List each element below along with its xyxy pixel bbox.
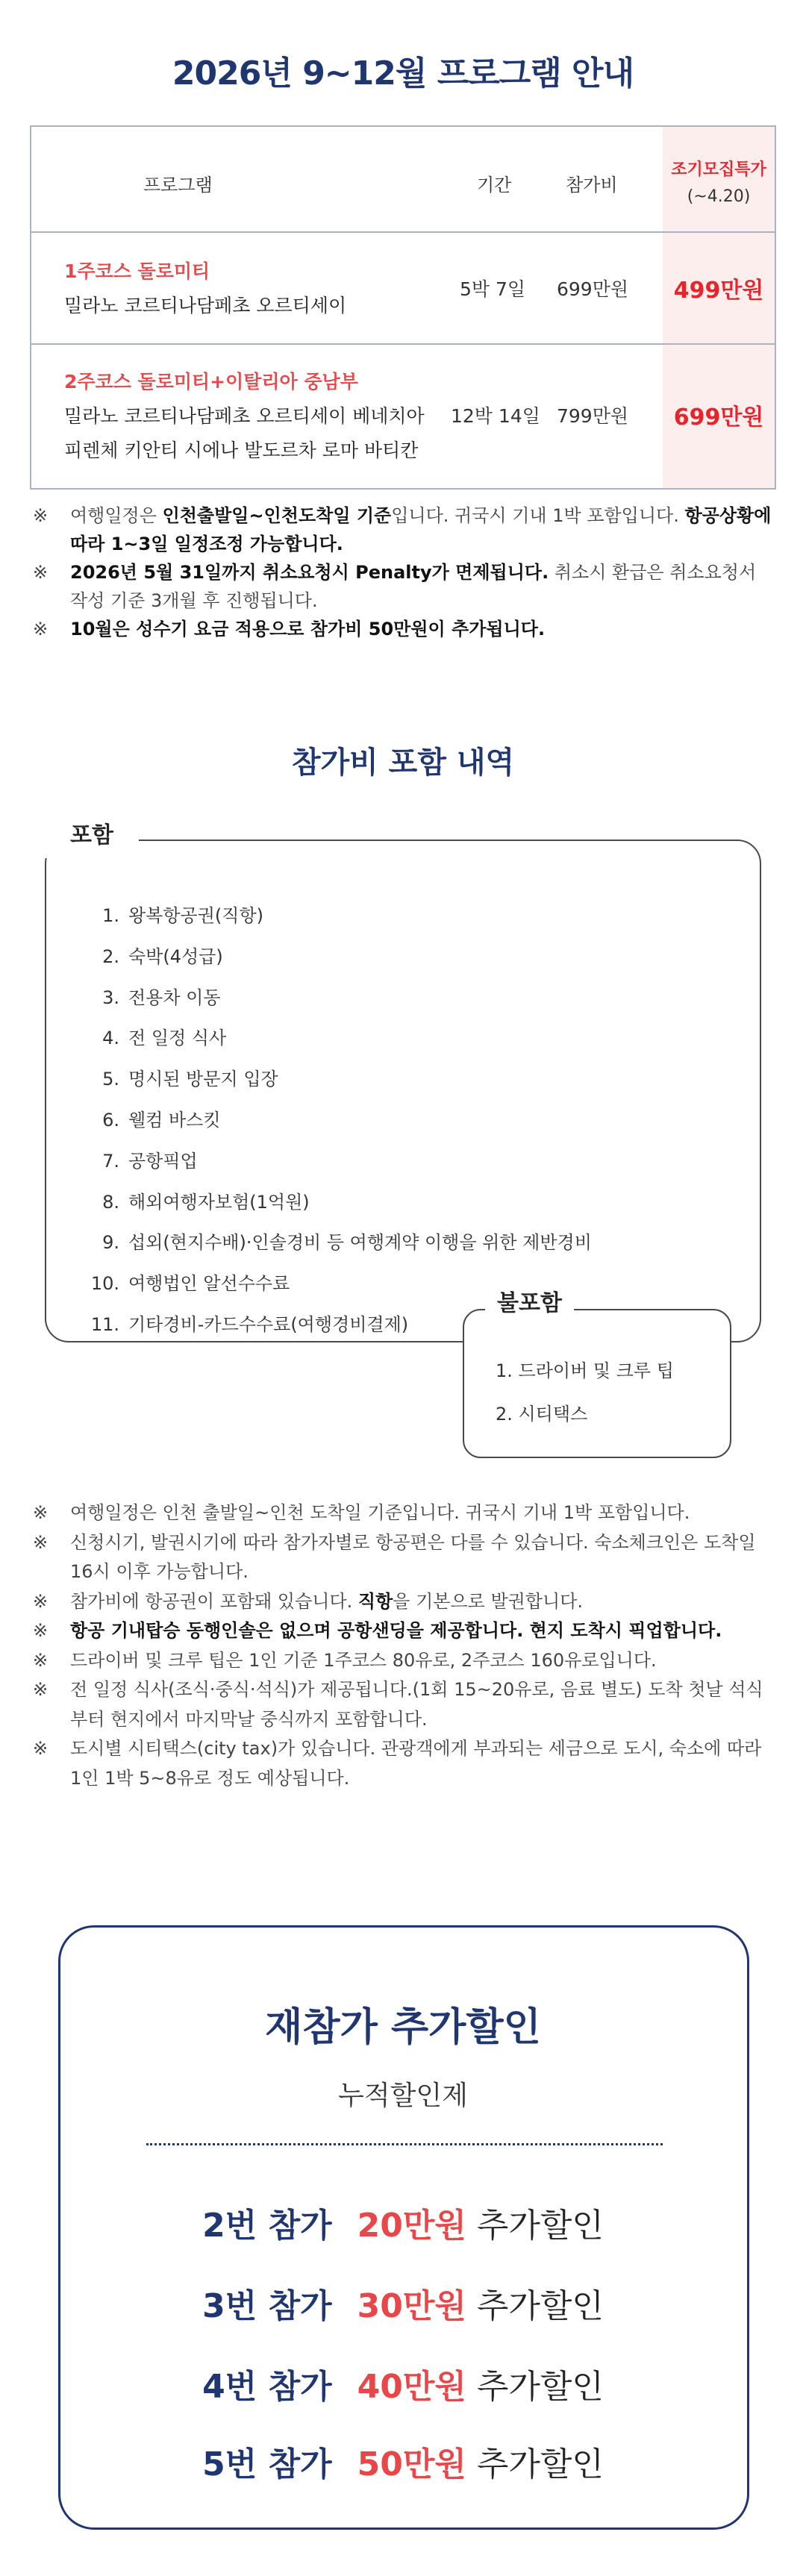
list-item: 8. 해외여행자보험(1억원) [102, 1191, 310, 1213]
discount-row [0, 2279, 806, 2327]
note-item [33, 501, 772, 558]
dotted-divider [146, 2143, 663, 2145]
notes-bottom [33, 1498, 772, 1793]
excluded-title: 불포함 [485, 1285, 574, 1322]
note-emphasis: 항공상황에 따라 1~3일 일정조정 가능합니다. [70, 505, 772, 554]
section-title: 참가비 포함 내역 [291, 745, 515, 780]
discount-subtitle: 누적할인제 [338, 2081, 468, 2111]
list-item: 4. 전 일정 식사 [102, 1028, 227, 1049]
course-route: 밀라노 코르티나담페초 오르티세이 [64, 295, 347, 316]
table-header [31, 127, 775, 233]
course-price: 799만원 [557, 405, 629, 427]
note-text: 참가비에 항공권이 포함돼 있습니다. [70, 1590, 358, 1612]
list-item-text: 시티택스 [518, 1404, 588, 1425]
course-route: 밀라노 코르티나담페초 오르티세이 베네치아 [64, 405, 425, 427]
discount-row [0, 2437, 806, 2485]
discount-suffix: 추가할인 [476, 2445, 604, 2483]
table-row [31, 231, 775, 345]
note-text: 여행일정은 [70, 505, 163, 526]
header-duration: 기간 [477, 175, 512, 196]
program-table [30, 125, 776, 490]
note-item [33, 558, 772, 615]
note-item [33, 1616, 772, 1646]
list-item: 1. 드라이버 및 크루 팁 [496, 1360, 674, 1381]
reference-mark: ※ [33, 1679, 49, 1700]
header-early-label: 조기모집특가 [671, 160, 766, 179]
header-program: 프로그램 [143, 175, 213, 196]
note-item [33, 1528, 772, 1587]
header-early-deadline: (~4.20) [687, 187, 751, 206]
reference-mark: ※ [33, 562, 49, 583]
list-item: 1. 왕복항공권(직항) [102, 905, 264, 926]
note-emphasis: 직항 [357, 1590, 393, 1612]
list-item: 3. 전용차 이동 [102, 987, 221, 1008]
list-item: 10. 여행법인 알선수수료 [90, 1273, 290, 1295]
note-text: 신청시기, 발권시기에 따라 참가자별로 항공편은 다를 수 있습니다. 숙소체크인은 도착일 16시 이후 가능합니다. [70, 1531, 756, 1582]
reference-mark: ※ [33, 1502, 49, 1523]
reference-mark: ※ [33, 1531, 49, 1553]
note-item [33, 1646, 772, 1676]
discount-amount: 40만원 [357, 2368, 466, 2406]
list-item-text: 왕복항공권(직항) [128, 905, 264, 926]
note-text: 취소시 환급은 취소요청서 작성 기준 3개월 후 진행됩니다. [70, 562, 757, 611]
list-item-text: 전용차 이동 [128, 987, 221, 1008]
list-item: 5. 명시된 방문지 입장 [102, 1069, 278, 1090]
discount-times: 3번 참가 [202, 2287, 332, 2325]
course-name: 2주코스 돌로미티+이탈리아 중남부 [64, 371, 358, 393]
page-title: 2026년 9~12월 프로그램 안내 [172, 54, 634, 93]
reference-mark: ※ [33, 1620, 49, 1641]
header-price: 참가비 [566, 175, 618, 196]
note-emphasis: 2026년 5월 31일까지 취소요청시 Penalty가 면제됩니다. [70, 562, 549, 583]
list-item-text: 섭외(현지수배)·인솔경비 등 여행계약 이행을 위한 제반경비 [128, 1232, 592, 1254]
note-text: 입니다. 귀국시 기내 1박 포함입니다. [391, 505, 685, 526]
excluded-list [496, 1349, 674, 1436]
list-item-text: 숙박(4성급) [128, 945, 223, 967]
discount-suffix: 추가할인 [476, 2207, 604, 2245]
note-item [33, 1587, 772, 1617]
note-emphasis: 10월은 성수기 요금 적용으로 참가비 50만원이 추가됩니다. [70, 619, 546, 640]
list-item-text: 드라이버 및 크루 팁 [518, 1360, 674, 1381]
notes-top [33, 501, 772, 643]
list-item: 9. 섭외(현지수배)·인솔경비 등 여행계약 이행을 위한 제반경비 [102, 1232, 592, 1254]
header-early-price [663, 157, 775, 210]
list-item: 2. 시티택스 [496, 1404, 588, 1425]
reference-mark: ※ [33, 505, 49, 526]
note-item [33, 1734, 772, 1793]
reference-mark: ※ [33, 1738, 49, 1759]
list-item: 6. 웰컴 바스킷 [102, 1109, 221, 1131]
list-item-text: 해외여행자보험(1억원) [128, 1191, 310, 1213]
course-price: 699만원 [557, 278, 629, 300]
list-item-text: 기타경비-카드수수료(여행경비결제) [128, 1313, 409, 1335]
discount-times: 4번 참가 [202, 2368, 332, 2406]
discount-amount: 50만원 [357, 2445, 466, 2483]
list-item-text: 공항픽업 [128, 1150, 198, 1172]
reference-mark: ※ [33, 1649, 49, 1671]
included-title: 포함 [45, 813, 139, 858]
list-item: 7. 공항픽업 [102, 1150, 198, 1172]
discount-suffix: 추가할인 [476, 2287, 604, 2325]
discount-times: 5번 참가 [202, 2445, 332, 2483]
note-item [33, 1675, 772, 1734]
note-text: 여행일정은 인천 출발일~인천 도착일 기준입니다. 귀국시 기내 1박 포함입니다. [70, 1502, 690, 1523]
reference-mark: ※ [33, 1590, 49, 1612]
list-item-text: 웰컴 바스킷 [128, 1109, 221, 1131]
discount-suffix: 추가할인 [476, 2368, 604, 2406]
table-row [31, 343, 775, 490]
discount-times: 2번 참가 [202, 2207, 332, 2245]
list-item: 11. 기타경비-카드수수료(여행경비결제) [90, 1313, 409, 1335]
list-item-text: 명시된 방문지 입장 [128, 1069, 278, 1090]
list-item: 2. 숙박(4성급) [102, 945, 223, 967]
course-early-price: 499만원 [673, 278, 764, 304]
note-item [33, 1498, 772, 1528]
reference-mark: ※ [33, 619, 49, 640]
course-name: 1주코스 돌로미티 [64, 260, 210, 282]
note-emphasis: 인천출발일~인천도착일 기준 [162, 505, 392, 526]
included-list [88, 895, 592, 1345]
note-item [33, 615, 772, 643]
note-text: 도시별 시티택스(city tax)가 있습니다. 관광객에게 부과되는 세금으로 도시, 숙소에 따라 1인 1박 5~8유로 정도 예상됩니다. [70, 1738, 762, 1789]
note-text: 전 일정 식사(조식·중식·석식)가 제공됩니다.(1회 15~20유로, 음료 별도) 도착 첫날 석식부터 현지에서 마지막날 중식까지 포함합니다. [70, 1679, 763, 1730]
discount-title: 재참가 추가할인 [265, 2005, 541, 2050]
note-text: 을 기본으로 발권합니다. [393, 1590, 584, 1612]
course-early-price: 699만원 [673, 404, 764, 431]
discount-row [0, 2360, 806, 2407]
note-text: 드라이버 및 크루 팁은 1인 기준 1주코스 80유로, 2주코스 160유로입니다. [70, 1649, 657, 1671]
discount-row [0, 2198, 806, 2246]
list-item-text: 전 일정 식사 [128, 1028, 227, 1049]
list-item-text: 여행법인 알선수수료 [128, 1273, 290, 1295]
discount-amount: 20만원 [357, 2207, 466, 2245]
course-duration: 5박 7일 [460, 278, 526, 300]
course-duration: 12박 14일 [451, 405, 540, 427]
course-route: 피렌체 키안티 시에나 발도르차 로마 바티칸 [64, 440, 419, 461]
discount-amount: 30만원 [357, 2287, 466, 2325]
note-emphasis: 항공 기내탑승 동행인솔은 없으며 공항샌딩을 제공합니다. 현지 도착시 픽업합니다. [70, 1620, 722, 1641]
